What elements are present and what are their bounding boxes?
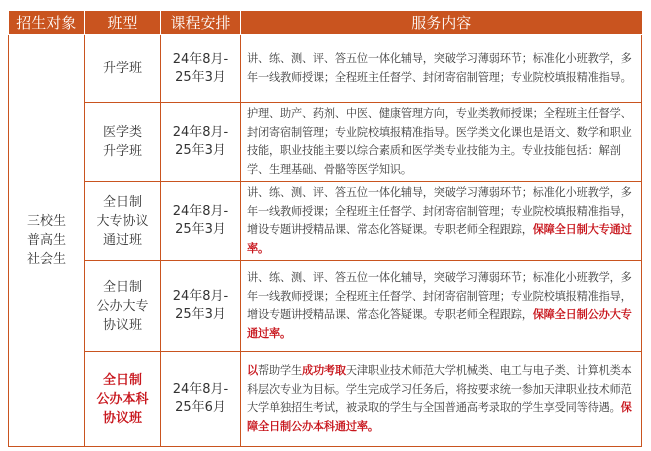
class-type-line: 全日制: [102, 279, 142, 295]
table-row: [9, 352, 642, 447]
class-type-cell: [85, 103, 161, 182]
class-type-line: 公办大专: [96, 298, 149, 314]
schedule-cell: [161, 352, 241, 447]
class-type-line: 协议班: [102, 410, 142, 426]
schedule-cell: [161, 182, 241, 261]
schedule-line: 24年8月-: [172, 382, 229, 397]
schedule-cell: [161, 261, 241, 352]
service-guarantee: 保障全日制大专通过率。: [247, 223, 632, 255]
schedule-line: 25年3月: [175, 143, 226, 158]
schedule-line: 24年8月-: [172, 204, 229, 219]
service-highlight: 成功考取: [301, 364, 346, 377]
schedule-cell: [161, 35, 241, 103]
service-cell: [241, 261, 642, 352]
class-type-line: 升学班: [102, 144, 142, 159]
class-type-line: 升学班: [102, 61, 142, 76]
audience-label: 三校生: [26, 214, 66, 229]
class-type-line: 通过班: [102, 232, 142, 248]
service-guarantee: 保障全日制公办大专通过率。: [247, 308, 632, 340]
schedule-line: 24年8月-: [172, 51, 229, 67]
class-type-line: 全日制: [102, 194, 142, 210]
audience-label: 社会生: [26, 252, 66, 267]
class-type-line: 全日制: [102, 372, 142, 388]
class-type-cell: [85, 352, 161, 447]
class-type-line: 大专协议: [96, 213, 149, 229]
schedule-cell: [161, 103, 241, 182]
service-text-tail: 天津职业技术师范大学机械类、电工与电子类、计算机类本科层次专业为目标。学生完成学习任务后，将按要求统一参加天津职业技术师范大学单独招生考试，被录取的学生与全国普通高考录取的学生享受同等待遇。: [247, 364, 632, 414]
audience-label: 普高生: [26, 233, 66, 248]
service-highlight: 以: [247, 364, 258, 377]
audience-cell: [9, 35, 85, 447]
service-guarantee: 保障全日制公办本科通过率。: [247, 401, 632, 433]
class-type-cell: [85, 182, 161, 261]
schedule-line: 24年8月-: [172, 125, 229, 140]
schedule-line: 25年3月: [175, 222, 226, 237]
class-type-cell: [85, 261, 161, 352]
enrollment-table: [8, 11, 642, 447]
class-type-cell: [85, 35, 161, 103]
service-cell: [241, 35, 642, 103]
service-text: 护理、助产、药剂、中医、健康管理方向，专业类教师授课；全程班主任督学、封闭寄宿制管理；专业院校填报精准指导。医学类文化课也是语文、数学和职业技能，职业技能主要以综合素质和医学类专业技能为主。专业技能包括：解剖学、生理基础、骨骼等医学知识。: [247, 107, 632, 176]
service-cell: [241, 103, 642, 182]
table-row: [9, 182, 642, 261]
class-type-line: 医学类: [102, 125, 142, 140]
schedule-line: 25年3月: [175, 307, 226, 322]
schedule-line: 24年8月-: [172, 289, 229, 304]
service-text: 讲、练、测、评、答五位一体化辅导，突破学习薄弱环节；标准化小班教学，多年一线教师授课；全程班主任督学、封闭寄宿制管理；专业院校填报精准指导，增设专题讲授精品课、常态化答疑课。专职老师全程跟踪，: [247, 186, 632, 236]
service-cell: [241, 352, 642, 447]
schedule-line: 25年6月: [175, 400, 226, 415]
service-text: 讲、练、测、评、答五位一体化辅导，突破学习薄弱环节；标准化小班教学，多年一线教师授课；全程班主任督学、封闭寄宿制管理；专业院校填报精准指导。: [247, 52, 632, 84]
table-row: [9, 103, 642, 182]
table-row: [9, 35, 642, 103]
table-header-row: [9, 11, 642, 35]
service-text: 帮助学生: [258, 364, 302, 377]
header-service: 服务内容: [241, 11, 642, 35]
service-cell: [241, 182, 642, 261]
class-type-line: 公办本科: [96, 391, 149, 407]
schedule-line: 25年3月: [175, 69, 226, 85]
header-schedule: 课程安排: [161, 11, 241, 35]
table-row: [9, 261, 642, 352]
header-class-type: 班型: [85, 11, 161, 35]
service-text: 讲、练、测、评、答五位一体化辅导，突破学习薄弱环节；标准化小班教学，多年一线教师授课；全程班主任督学、封闭寄宿制管理；专业院校填报精准指导，增设专题讲授精品课、常态化答疑课。专职老师全程跟踪，: [247, 271, 632, 321]
class-type-line: 协议班: [102, 317, 142, 333]
header-audience: 招生对象: [9, 11, 85, 35]
